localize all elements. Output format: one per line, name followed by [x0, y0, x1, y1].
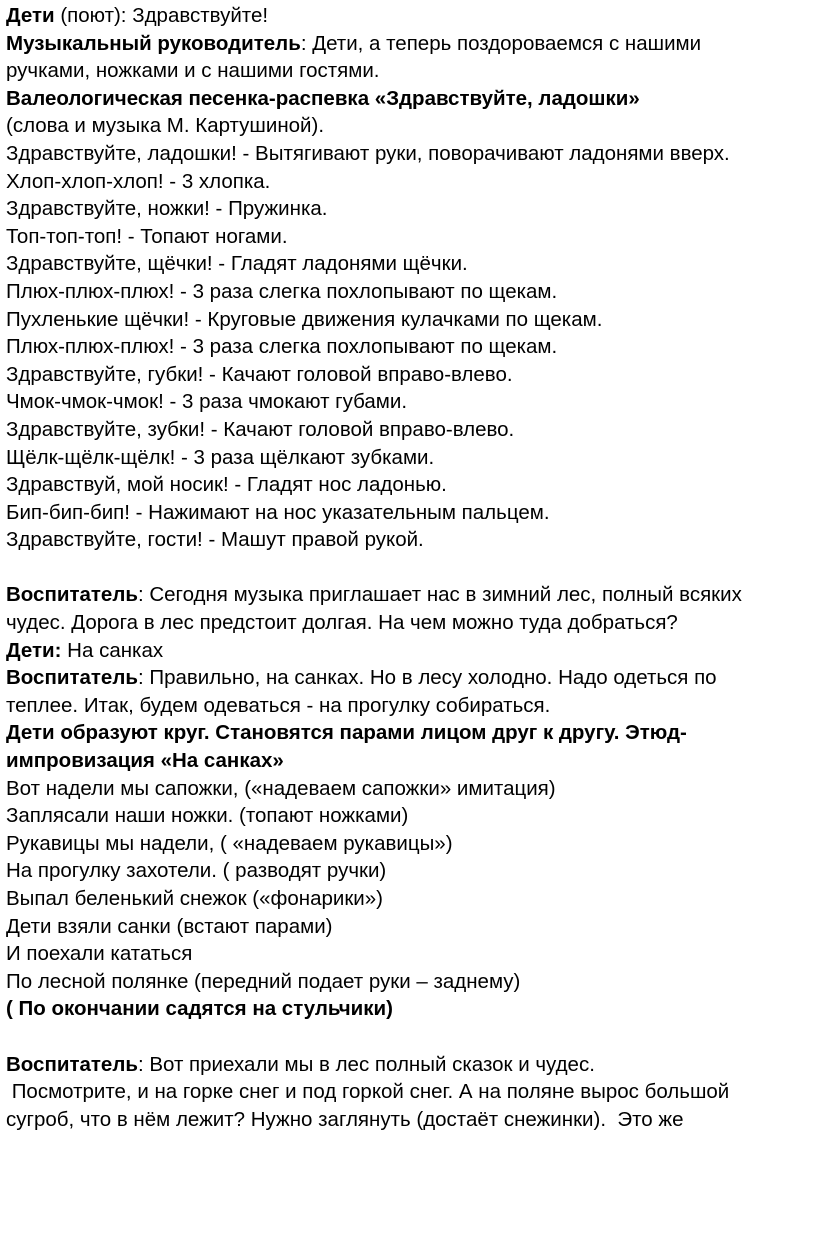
song-line: Плюх-плюх-плюх! - 3 раза слегка похлопывают по щекам. — [6, 279, 558, 303]
speaker-children-2: Дети: — [6, 638, 62, 662]
speaker-teacher-2: Воспитатель — [6, 666, 138, 690]
etude-line: На прогулку захотели. ( разводят ручки) — [6, 859, 387, 883]
song-line: Здравствуйте, ладошки! - Вытягивают руки, поворачивают ладонями вверх. — [6, 141, 730, 165]
song-line: Щёлк-щёлк-щёлк! - 3 раза щёлкают зубками. — [6, 445, 435, 469]
teacher3-line-1 — [6, 1051, 808, 1079]
etude-line: Вот надели мы сапожки, («надеваем сапожки» имитация) — [6, 776, 556, 800]
song-line: Пухленькие щёчки! - Круговые движения кулачками по щекам. — [6, 307, 603, 331]
etude-line: Дети взяли санки (встают парами) — [6, 914, 333, 938]
song-line: Чмок-чмок-чмок! - 3 раза чмокают губами. — [6, 390, 408, 414]
etude-line: Рукавицы мы надели, ( «надеваем рукавицы») — [6, 831, 453, 855]
teacher-text-1: : Сегодня музыка приглашает нас в зимний лес, полный всяких — [137, 583, 742, 607]
director-text-1: : Дети, а теперь поздороваемся с нашими — [300, 31, 702, 55]
speaker-teacher-3: Воспитатель — [6, 1052, 138, 1076]
song-line: Здравствуйте, зубки! - Качают головой вправо-влево. — [6, 417, 515, 441]
etude-line: По лесной полянке (передний подает руки – заднему) — [6, 969, 521, 993]
teacher2-line-2: теплее. Итак, будем одеваться - на прогулку собираться. — [6, 693, 551, 717]
song-line: Плюх-плюх-плюх! - 3 раза слегка похлопывают по щекам. — [6, 335, 558, 359]
children-greeting: (поют): Здравствуйте! — [54, 4, 269, 27]
speaker-children: Дети — [6, 4, 55, 27]
etude-line: Заплясали наши ножки. (топают ножками) — [6, 804, 409, 828]
intro-children-line — [6, 2, 808, 30]
song-line: Бип-бип-бип! - Нажимают на нос указательным пальцем. — [6, 500, 550, 524]
song-lines — [6, 140, 808, 554]
instruction-line-2: импровизация «На санках» — [6, 749, 284, 773]
song-line: Топ-топ-топ! - Топают ногами. — [6, 224, 288, 248]
teacher2-text-1: : Правильно, на санках. Но в лесу холодно. Надо одеться по — [137, 666, 717, 690]
teacher-line-2: чудес. Дорога в лес предстоит долгая. На чем можно туда добраться? — [6, 611, 678, 635]
blank-line — [6, 554, 808, 582]
blank-line — [6, 1023, 808, 1051]
song-line: Здравствуйте, гости! - Машут правой рукой. — [6, 528, 424, 552]
speaker-teacher: Воспитатель — [6, 583, 138, 607]
speaker-director: Музыкальный руководитель — [6, 31, 301, 55]
etude-line: Выпал беленький снежок («фонарики») — [6, 887, 383, 910]
director-line-2: ручками, ножками и с нашими гостями. — [6, 59, 380, 83]
teacher2-line-1 — [6, 664, 808, 692]
song-credit: (слова и музыка М. Картушиной). — [6, 114, 325, 138]
etude-lines — [6, 775, 808, 996]
teacher3-line-2: Посмотрите, и на горке снег и под горкой снег. А на поляне вырос большой — [6, 1080, 730, 1104]
song-line: Здравствуйте, губки! - Качают головой вправо-влево. — [6, 362, 513, 386]
etude-line: И поехали кататься — [6, 942, 193, 966]
song-line: Здравствуйте, щёчки! - Гладят ладонями щёчки. — [6, 252, 468, 276]
children-answer: На санках — [61, 638, 164, 662]
song-line: Здравствуйте, ножки! - Пружинка. — [6, 197, 328, 221]
song-line: Хлоп-хлоп-хлоп! - 3 хлопка. — [6, 169, 271, 193]
teacher3-line-3: сугроб, что в нём лежит? Нужно заглянуть (достаёт снежинки). Это же — [6, 1107, 684, 1131]
song-line: Здравствуй, мой носик! - Гладят нос ладонью. — [6, 473, 447, 497]
teacher-line-1 — [6, 581, 808, 609]
etude-end-note: ( По окончании садятся на стульчики) — [6, 997, 393, 1021]
teacher3-text-1: : Вот приехали мы в лес полный сказок и чудес. — [137, 1052, 595, 1076]
song-title: Валеологическая песенка-распевка «Здравствуйте, ладошки» — [6, 86, 640, 110]
instruction-line-1: Дети образуют круг. Становятся парами лицом друг к другу. Этюд- — [6, 721, 687, 745]
director-line-1 — [6, 30, 808, 58]
children-answer-line — [6, 637, 808, 665]
